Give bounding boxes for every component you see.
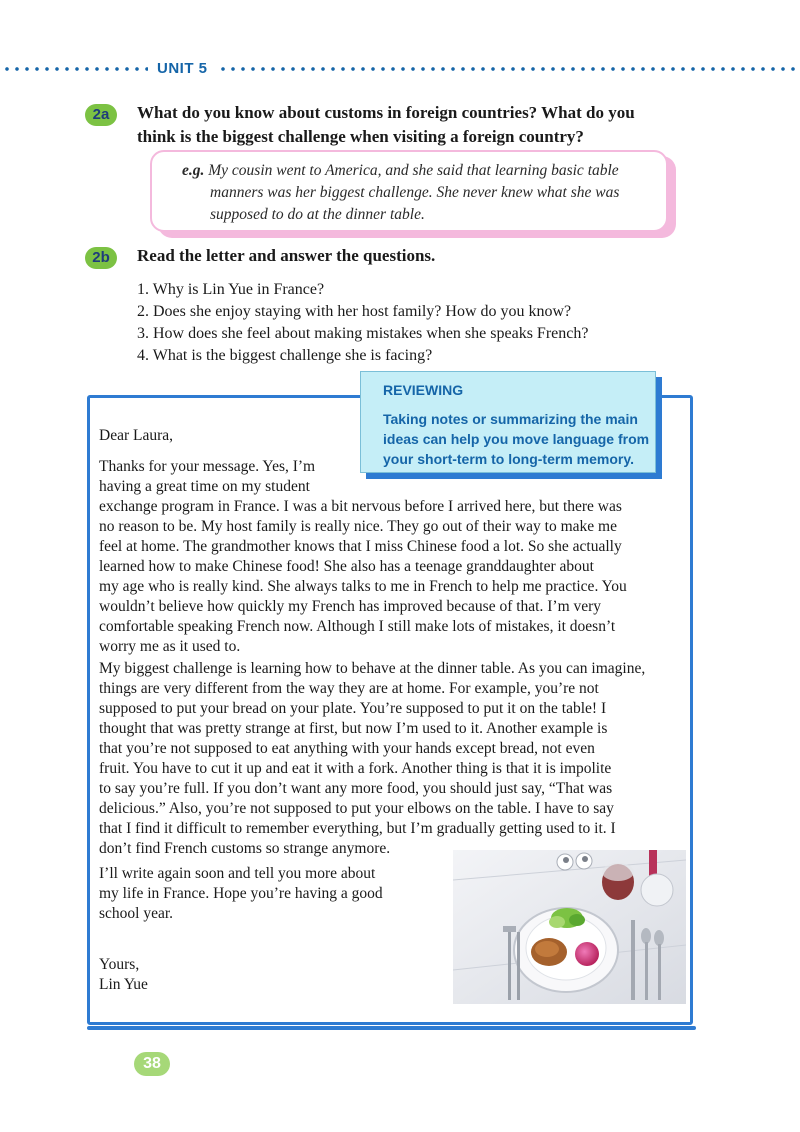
activity-2a-question xyxy=(137,101,697,149)
letter-greeting: Dear Laura, xyxy=(99,427,174,444)
letter-line: learned how to make Chinese food! She also has a teenage granddaughter about xyxy=(99,558,594,575)
letter-line: my age who is really kind. She always talks to me in French to help me practice. You xyxy=(99,578,627,595)
reviewing-line: your short-term to long-term memory. xyxy=(383,451,634,467)
letter-line: my life in France. Hope you’re having a good xyxy=(99,885,383,902)
example-line: My cousin went to America, and she said that learning basic table xyxy=(208,162,619,179)
letter-line: that you’re not supposed to eat anything with your hands except bread, not even xyxy=(99,740,595,757)
letter-line: My biggest challenge is learning how to behave at the dinner table. As you can imagine, xyxy=(99,660,646,677)
letter-line: that I find it difficult to remember everything, but I’m gradually getting used to it. I xyxy=(99,820,616,837)
activity-badge-2a: 2a xyxy=(85,104,117,126)
reviewing-line: ideas can help you move language from xyxy=(383,431,650,447)
letter-line: exchange program in France. I was a bit nervous before I arrived here, but there was xyxy=(99,498,622,515)
letter-line: wouldn’t believe how quickly my French has improved because of that. I’m very xyxy=(99,598,602,615)
letter-line: worry me as it used to. xyxy=(99,638,241,655)
reviewing-title: REVIEWING xyxy=(383,382,464,398)
activity-2b-instruction: Read the letter and answer the questions. xyxy=(137,246,436,265)
question-line: What do you know about customs in foreign countries? What do you xyxy=(137,103,635,122)
table-setting-illustration xyxy=(453,850,686,1004)
letter-line: no reason to be. My host family is really nice. They go out of their way to make me xyxy=(99,518,617,535)
question-list xyxy=(137,279,588,367)
reviewing-line: Taking notes or summarizing the main xyxy=(383,411,638,427)
letter-line: Thanks for your message. Yes, I’m xyxy=(99,458,316,475)
letter-paragraph-2 xyxy=(99,659,689,859)
letter-signature: Lin Yue xyxy=(99,976,148,993)
example-label: e.g. xyxy=(182,162,205,179)
letter-line: supposed to put your bread on your plate. You’re supposed to put it on the table! I xyxy=(99,700,607,717)
letter-closing: Yours, xyxy=(99,956,140,973)
question-line: think is the biggest challenge when visiting a foreign country? xyxy=(137,127,584,146)
example-line: manners was her biggest challenge. She never knew what she was xyxy=(210,184,620,201)
letter-line: feel at home. The grandmother knows that I miss Chinese food a lot. So she actually xyxy=(99,538,622,555)
question-item: 3. How does she feel about making mistakes when she speaks French? xyxy=(137,325,589,342)
letter-line: having a great time on my student xyxy=(99,478,310,495)
letter-line: don’t find French customs so strange anymore. xyxy=(99,840,391,857)
letter-line: fruit. You have to cut it up and eat it with a fork. Another thing is that it is impolite xyxy=(99,760,612,777)
activity-badge-2b: 2b xyxy=(85,247,117,269)
letter-line: I’ll write again soon and tell you more about xyxy=(99,865,376,882)
letter-line: comfortable speaking French now. Although I still make lots of mistakes, it doesn’t xyxy=(99,618,616,635)
letter-line: delicious.” Also, you’re not supposed to put your elbows on the table. I have to say xyxy=(99,800,614,817)
letter-paragraph-3 xyxy=(99,864,439,924)
header-dots-right xyxy=(218,66,798,72)
question-item: 4. What is the biggest challenge she is facing? xyxy=(137,347,433,364)
letter-paragraph-1 xyxy=(99,457,689,657)
table-setting-photo xyxy=(453,850,686,1004)
letter-line: thought that was pretty strange at first, but now I’m used to it. Another example is xyxy=(99,720,608,737)
header-dots-left xyxy=(2,66,148,72)
question-item: 2. Does she enjoy staying with her host family? How do you know? xyxy=(137,303,572,320)
question-item: 1. Why is Lin Yue in France? xyxy=(137,281,325,298)
letter-line: school year. xyxy=(99,905,174,922)
letter-line: things are very different from the way they are at home. For example, you’re not xyxy=(99,680,599,697)
example-line: supposed to do at the dinner table. xyxy=(210,206,425,223)
unit-title: UNIT 5 xyxy=(157,60,208,77)
letter-line: to say you’re full. If you don’t want any more food, you should just say, “That was xyxy=(99,780,613,797)
page-number: 38 xyxy=(134,1052,170,1076)
example-text xyxy=(182,160,662,226)
